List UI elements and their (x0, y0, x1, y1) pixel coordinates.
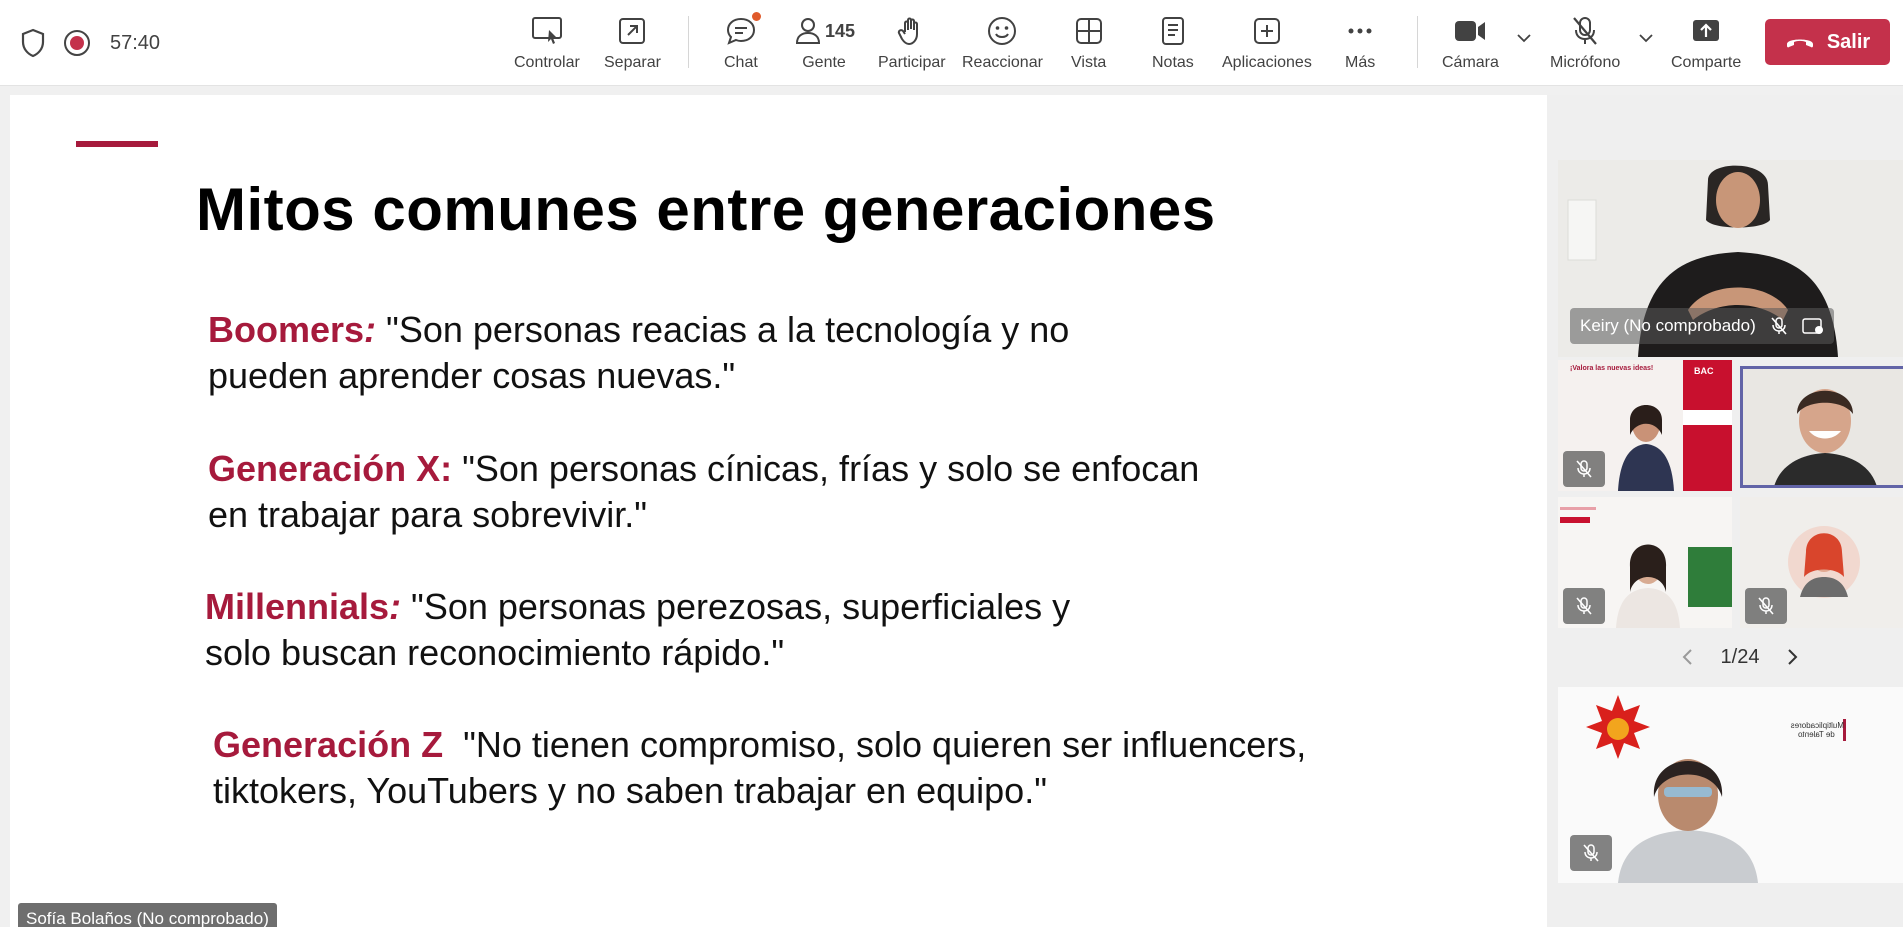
more-button[interactable] (1345, 12, 1375, 76)
participant-video-tile[interactable] (1558, 360, 1732, 491)
mic-off-icon (1575, 596, 1593, 616)
raise-hand-button[interactable] (878, 12, 946, 76)
spotlight-icon (1802, 317, 1824, 335)
notes-icon (1159, 15, 1187, 47)
mic-off-icon (1582, 843, 1600, 863)
popout-label: Separar (604, 54, 661, 71)
myth-text-continued: solo buscan reconocimiento rápido." (205, 632, 785, 673)
toolbar-divider (688, 16, 689, 68)
next-page-icon[interactable] (1786, 647, 1800, 667)
microphone-label: Micrófono (1550, 54, 1621, 71)
presenter-name-tag: Sofía Bolaños (No comprobado) (18, 903, 277, 927)
myth-text-continued: en trabajar para sobrevivir." (208, 494, 647, 535)
generation-label: Generación Z (213, 724, 444, 765)
recording-icon[interactable] (64, 30, 90, 56)
shared-slide (10, 95, 1547, 927)
myth-generation-x (208, 446, 1199, 538)
more-label: Más (1345, 54, 1376, 71)
mute-indicator (1563, 451, 1605, 487)
apps-button[interactable] (1222, 12, 1312, 76)
generation-label: Boomers (208, 309, 365, 350)
participant-video-tile[interactable] (1558, 687, 1903, 883)
popout-icon (617, 16, 647, 46)
generation-separator: : (389, 586, 402, 627)
grid-view-icon (1074, 16, 1104, 46)
screen-control-icon (531, 16, 563, 46)
more-icon (1345, 16, 1375, 46)
unread-indicator (752, 12, 761, 21)
meeting-status (20, 28, 160, 58)
myth-text: "No tienen compromiso, solo quieren ser influencers, (443, 724, 1307, 765)
mic-off-icon (1570, 15, 1600, 47)
generation-label: Millennials (205, 586, 390, 627)
slide-title: Mitos comunes entre generaciones (196, 176, 1216, 243)
camera-icon (1453, 18, 1487, 44)
camera-options-chevron-icon[interactable] (1516, 30, 1532, 46)
microphone-button[interactable] (1550, 12, 1620, 76)
hand-icon (897, 15, 927, 47)
control-label: Controlar (514, 54, 580, 71)
meeting-timer: 57:40 (110, 31, 161, 54)
leave-label: Salir (1826, 30, 1871, 53)
view-label: Vista (1071, 54, 1107, 71)
leave-button[interactable] (1765, 19, 1890, 65)
chat-label: Chat (724, 54, 758, 71)
featured-video-tile[interactable] (1558, 160, 1903, 357)
mic-off-icon (1575, 459, 1593, 479)
toolbar-divider (1417, 16, 1418, 68)
shield-icon[interactable] (20, 28, 46, 58)
mic-off-icon (1757, 596, 1775, 616)
mic-options-chevron-icon[interactable] (1638, 30, 1654, 46)
generation-separator: : (364, 309, 377, 350)
people-button[interactable] (793, 12, 855, 76)
myth-text-continued: tiktokers, YouTubers y no saben trabajar en equipo." (213, 770, 1047, 811)
participant-name: Keiry (No comprobado) (1580, 316, 1756, 335)
react-button[interactable] (962, 12, 1043, 76)
participant-video-tile[interactable] (1558, 497, 1732, 628)
gallery-pager (1680, 642, 1800, 672)
camera-button[interactable] (1442, 12, 1499, 76)
raise-hand-label: Participar (878, 54, 946, 71)
mute-indicator (1563, 588, 1605, 624)
participant-avatar-tile[interactable] (1740, 497, 1903, 628)
generation-label: Generación X: (208, 448, 453, 489)
camera-label: Cámara (1442, 54, 1499, 71)
participant-name-tag (1570, 308, 1834, 344)
meeting-toolbar (0, 0, 1903, 86)
apps-label: Aplicaciones (1222, 54, 1312, 71)
myth-text-continued: pueden aprender cosas nuevas." (208, 355, 736, 396)
smiley-icon (986, 15, 1018, 47)
tile-caption: ¡Valora las nuevas ideas! (1570, 365, 1654, 372)
react-label: Reaccionar (962, 54, 1043, 71)
myth-boomers (208, 307, 1069, 399)
myth-generation-z (213, 722, 1306, 814)
people-label: Gente (802, 54, 846, 71)
share-label: Comparte (1671, 54, 1742, 71)
participant-video-tile-active[interactable] (1740, 366, 1903, 488)
people-icon (793, 16, 823, 46)
notes-label: Notas (1152, 54, 1194, 71)
myth-text: "Son personas perezosas, superficiales y (401, 586, 1071, 627)
add-app-icon (1252, 16, 1282, 46)
background-logo-text: Multiplicadores de Talento (1790, 721, 1844, 739)
mute-indicator (1745, 588, 1787, 624)
notes-button[interactable] (1152, 12, 1194, 76)
myth-text: "Son personas cínicas, frías y solo se enfocan (452, 448, 1200, 489)
chat-button[interactable] (724, 12, 758, 76)
mic-off-icon (1770, 316, 1788, 336)
participant-video-image (1743, 369, 1903, 488)
share-screen-icon (1690, 17, 1722, 45)
chat-icon (725, 16, 757, 46)
myth-millennials (205, 584, 1070, 676)
share-button[interactable] (1671, 12, 1741, 76)
myth-text: "Son personas reacias a la tecnología y no (376, 309, 1070, 350)
view-button[interactable] (1071, 12, 1106, 76)
control-button[interactable] (514, 12, 580, 76)
tile-banner: BAC (1694, 366, 1714, 376)
previous-page-icon[interactable] (1680, 647, 1694, 667)
slide-accent-line (76, 141, 158, 147)
people-count: 145 (825, 20, 856, 41)
hang-up-icon (1785, 35, 1815, 49)
popout-button[interactable] (604, 12, 661, 76)
mute-indicator (1570, 835, 1612, 871)
page-indicator: 1/24 (1720, 645, 1760, 668)
